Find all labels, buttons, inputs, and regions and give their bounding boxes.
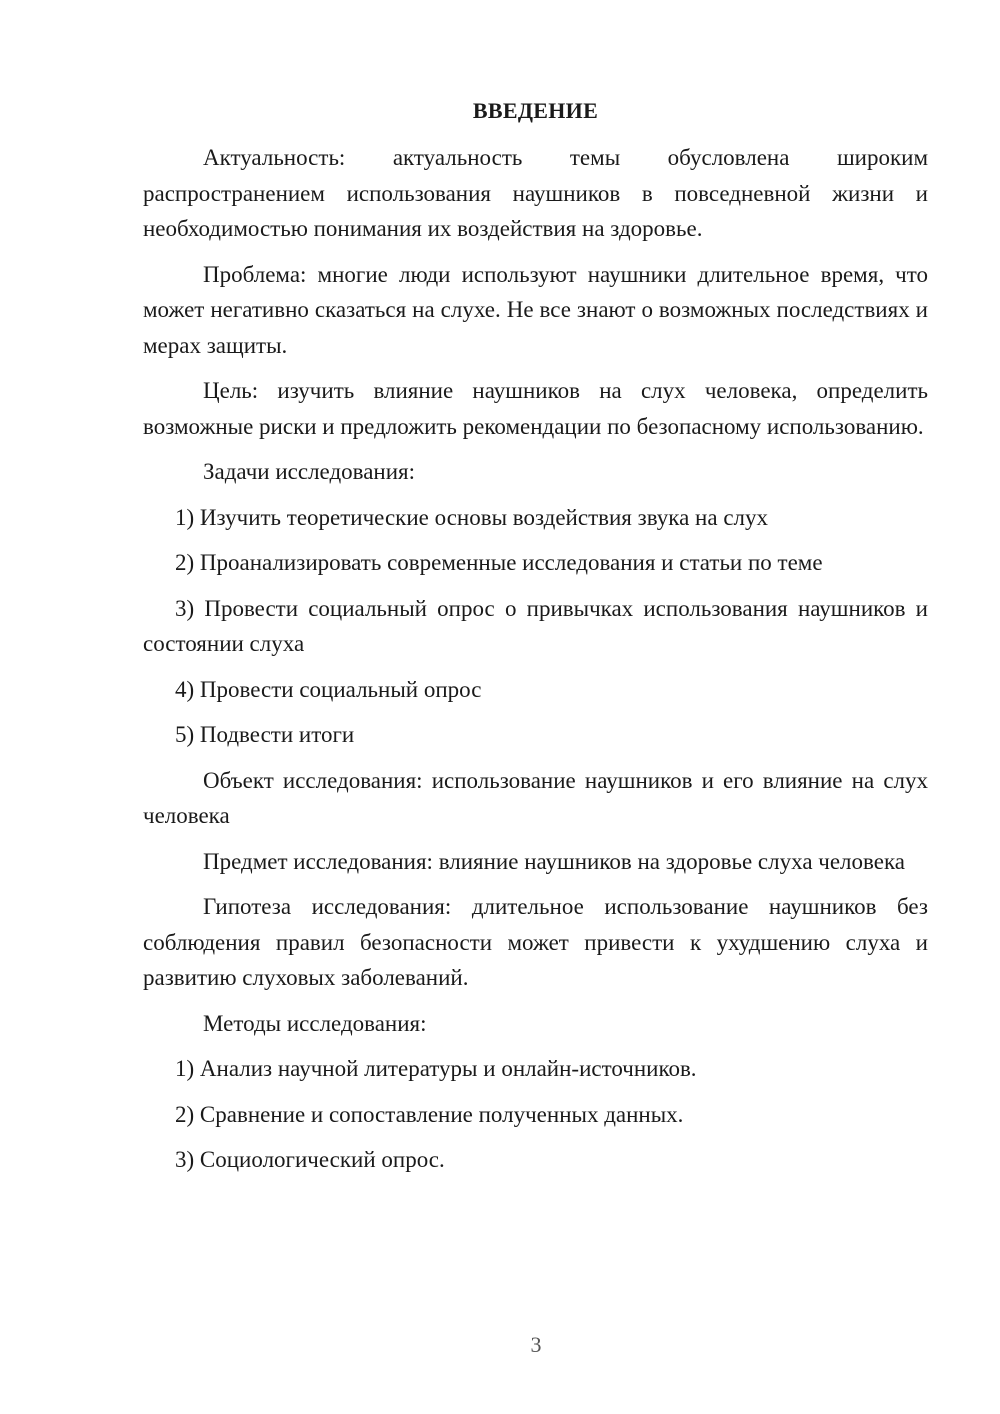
paragraph-hypothesis: Гипотеза исследования: длительное использование наушников без соблюдения правил безопасности может привести к ухудшению слуха и развитию слуховых заболеваний. xyxy=(143,894,928,990)
list-item-method-1: 1) Анализ научной литературы и онлайн-источников. xyxy=(175,1056,697,1081)
list-item-method-3: 3) Социологический опрос. xyxy=(175,1147,445,1172)
page-number: 3 xyxy=(530,1332,542,1357)
list-item-task-3: 3) Провести социальный опрос о привычках использования наушников и состоянии слуха xyxy=(143,595,928,656)
paragraph-subject: Предмет исследования: влияние наушников на здоровье слуха человека xyxy=(203,848,905,874)
list-item-task-5: 5) Подвести итоги xyxy=(175,722,355,747)
paragraph-problem: Проблема: многие люди используют наушники длительное время, что может негативно сказаться на слухе. Не все знают о возможных последствиях и мерах защиты. xyxy=(143,261,928,358)
paragraph-relevance: Актуальность: актуальность темы обусловлена широким распространением использования наушников в повседневной жизни и необходимостью понимания их воздействия на здоровье. xyxy=(143,145,928,241)
paragraph-object: Объект исследования: использование наушников и его влияние на слух человека xyxy=(143,767,928,828)
list-item-method-2: 2) Сравнение и сопоставление полученных данных. xyxy=(175,1101,684,1127)
paragraph-goal: Цель: изучить влияние наушников на слух человека, определить возможные риски и предложить рекомендации по безопасному использованию. xyxy=(143,378,928,439)
document-body xyxy=(143,94,928,1188)
list-item-task-1: 1) Изучить теоретические основы воздействия звука на слух xyxy=(175,504,769,530)
section-title: ВВЕДЕНИЕ xyxy=(472,98,599,123)
list-item-task-2: 2) Проанализировать современные исследования и статьи по теме xyxy=(175,550,823,575)
paragraph-methods-heading: Методы исследования: xyxy=(203,1010,427,1036)
paragraph-tasks-heading: Задачи исследования: xyxy=(203,459,416,484)
list-item-task-4: 4) Провести социальный опрос xyxy=(175,676,482,702)
